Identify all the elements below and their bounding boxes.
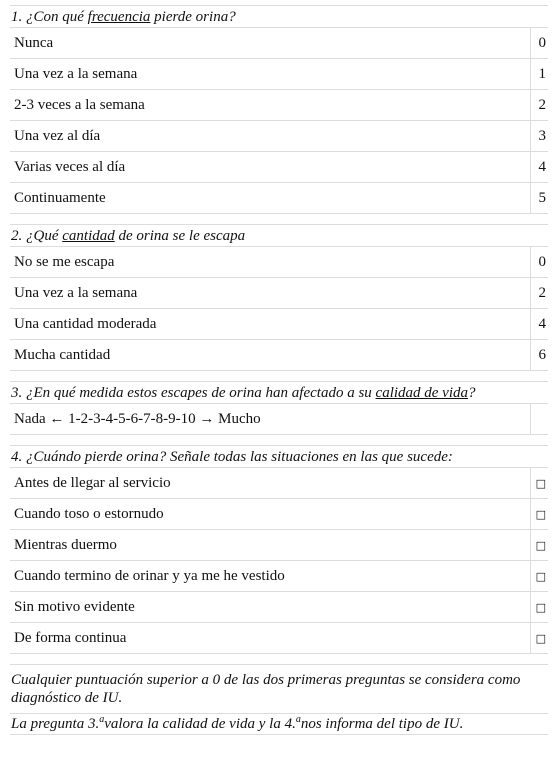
- note-text-part: nos informa del tipo de IU.: [300, 716, 464, 732]
- spacer-row: [10, 214, 548, 225]
- option-label: Una vez al día: [10, 121, 530, 152]
- ordinal-superscript: a: [295, 714, 301, 725]
- checkbox-icon[interactable]: □: [535, 538, 547, 552]
- note-text-part: valora la calidad de vida y la 4.: [104, 716, 296, 732]
- spacer-row: [10, 435, 548, 446]
- option-score: 4: [530, 309, 548, 340]
- spacer-row: [10, 654, 548, 665]
- questionnaire-table: [10, 5, 548, 735]
- option-score: 0: [530, 28, 548, 59]
- question-1: [10, 6, 548, 28]
- option-label: Nunca: [10, 28, 530, 59]
- option-label: 2-3 veces a la semana: [10, 90, 530, 121]
- q1-option: [10, 121, 548, 152]
- option-label: Cuando termino de orinar y ya me he vestido: [10, 561, 530, 592]
- option-label: Una cantidad moderada: [10, 309, 530, 340]
- option-label: Mucha cantidad: [10, 340, 530, 371]
- interpretation-note: [10, 714, 548, 735]
- scale-score-cell: [530, 404, 548, 435]
- option-label: No se me escapa: [10, 247, 530, 278]
- q4-option: [10, 499, 548, 530]
- option-label: Mientras duermo: [10, 530, 530, 561]
- option-score: 2: [530, 278, 548, 309]
- checkbox-icon[interactable]: □: [535, 631, 547, 645]
- q4-option: [10, 623, 548, 654]
- question-1-prefix: 1. ¿Con qué: [11, 8, 88, 25]
- question-3-suffix: ?: [468, 384, 476, 401]
- question-2: [10, 225, 548, 247]
- question-2-prefix: 2. ¿Qué: [11, 227, 63, 244]
- option-score: 5: [530, 183, 548, 214]
- option-score: 1: [530, 59, 548, 90]
- q4-option: [10, 530, 548, 561]
- checkbox-icon[interactable]: □: [535, 600, 547, 614]
- option-label: Cuando toso o estornudo: [10, 499, 530, 530]
- q4-option: [10, 468, 548, 499]
- option-label: Continuamente: [10, 183, 530, 214]
- checkbox-icon[interactable]: □: [535, 507, 547, 521]
- q2-option: [10, 309, 548, 340]
- question-3: [10, 382, 548, 404]
- diagnosis-note: Cualquier puntuación superior a 0 de las dos primeras preguntas se considera como diagnóstico de IU.: [10, 665, 548, 714]
- question-2-suffix: de orina se le escapa: [114, 227, 246, 244]
- note-row-1: [10, 665, 548, 714]
- option-label: Varias veces al día: [10, 152, 530, 183]
- question-4: [10, 446, 548, 468]
- q1-option: [10, 90, 548, 121]
- option-label: Una vez a la semana: [10, 59, 530, 90]
- q1-option: [10, 59, 548, 90]
- quality-of-life-scale: Nada ← 1-2-3-4-5-6-7-8-9-10 → Mucho: [10, 404, 530, 435]
- option-label: Sin motivo evidente: [10, 592, 530, 623]
- q3-scale-row: [10, 404, 548, 435]
- option-label: Antes de llegar al servicio: [10, 468, 530, 499]
- ordinal-superscript: a: [99, 714, 105, 725]
- q2-option: [10, 247, 548, 278]
- checkbox-icon[interactable]: □: [535, 476, 547, 490]
- q2-option: [10, 340, 548, 371]
- question-4-text: 4. ¿Cuándo pierde orina? Señale todas las situaciones en las que sucede:: [10, 446, 548, 468]
- checkbox-icon[interactable]: □: [535, 569, 547, 583]
- spacer-row: [10, 371, 548, 382]
- q4-option: [10, 592, 548, 623]
- question-3-keyword: calidad de vida: [375, 384, 469, 401]
- question-1-keyword: frecuencia: [87, 8, 151, 25]
- option-score: 0: [530, 247, 548, 278]
- q4-option: [10, 561, 548, 592]
- q1-option: [10, 183, 548, 214]
- question-1-suffix: pierde orina?: [150, 8, 236, 25]
- q1-option: [10, 28, 548, 59]
- q1-option: [10, 152, 548, 183]
- question-2-keyword: cantidad: [62, 227, 115, 244]
- question-3-prefix: 3. ¿En qué medida estos escapes de orina han afectado a su: [11, 384, 376, 401]
- note-row-2: [10, 714, 548, 735]
- option-score: 6: [530, 340, 548, 371]
- option-label: De forma continua: [10, 623, 530, 654]
- option-score: 2: [530, 90, 548, 121]
- option-label: Una vez a la semana: [10, 278, 530, 309]
- questionnaire: [10, 0, 558, 735]
- q2-option: [10, 278, 548, 309]
- option-score: 4: [530, 152, 548, 183]
- option-score: 3: [530, 121, 548, 152]
- note-text-part: La pregunta 3.: [11, 716, 100, 732]
